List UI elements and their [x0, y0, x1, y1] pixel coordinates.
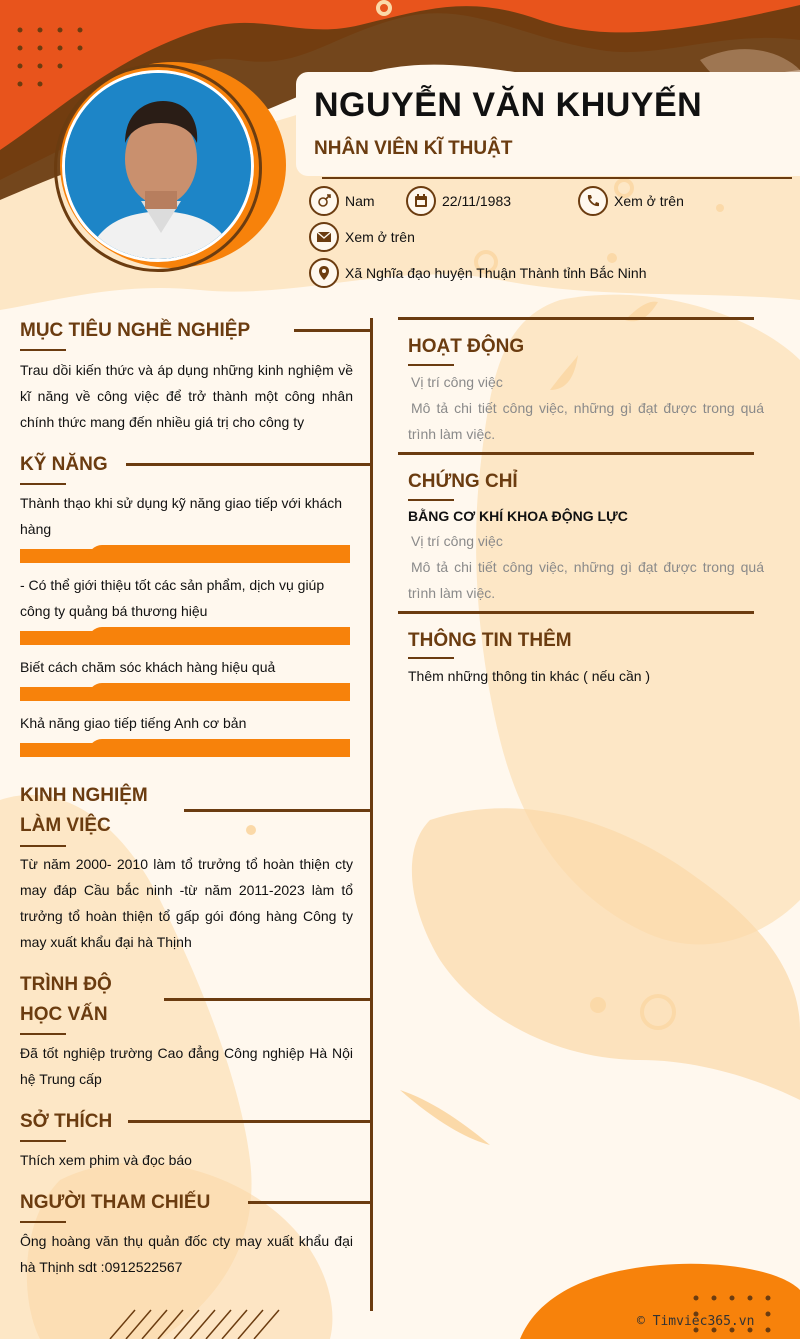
experience-title-line2: LÀM VIỆC: [20, 815, 111, 836]
skill-bar: [20, 631, 350, 645]
watermark: © Timviec365.vn: [637, 1314, 755, 1329]
activities-line: [398, 317, 754, 320]
skills-title: KỸ NĂNG: [20, 454, 108, 475]
certificates-underline: [408, 499, 454, 501]
gender-icon: [309, 186, 339, 216]
email-icon: [309, 222, 339, 252]
birthday-value: 22/11/1983: [442, 193, 512, 209]
extra-title: THÔNG TIN THÊM: [408, 630, 572, 651]
skill-bar-fill: [20, 549, 350, 563]
references-text: Ông hoàng văn thụ quản đốc cty may xuất khẩu đại hà Thịnh sdt :0912522567: [20, 1233, 353, 1275]
education-underline: [20, 1033, 66, 1035]
email-value: Xem ở trên: [345, 229, 415, 245]
contact-phone: [578, 186, 684, 216]
column-divider: [370, 318, 373, 1311]
phone-icon: [578, 186, 608, 216]
references-underline: [20, 1221, 66, 1223]
skills-underline: [20, 483, 66, 485]
calendar-icon: [406, 186, 436, 216]
job-title: NHÂN VIÊN KĨ THUẬT: [314, 138, 513, 159]
objective-underline: [20, 349, 66, 351]
hobbies-line: [128, 1120, 370, 1123]
extra-underline: [408, 657, 454, 659]
contact-gender: [309, 186, 375, 216]
phone-value: Xem ở trên: [614, 193, 684, 209]
extra-text: Thêm những thông tin khác ( nếu cần ): [408, 668, 651, 684]
experience-underline: [20, 845, 66, 847]
skill-bar-fill: [20, 631, 350, 645]
objective-title: MỤC TIÊU NGHỀ NGHIỆP: [20, 320, 251, 341]
skill-label: Khả năng giao tiếp tiếng Anh cơ bản: [20, 715, 247, 731]
hobbies-title: SỞ THÍCH: [20, 1111, 113, 1132]
skill-label: - Có thể giới thiệu tốt các sản phẩm, dịch vụ giúp công ty quảng bá thương hiệu: [20, 577, 325, 619]
certificate-description: Mô tả chi tiết công việc, những gì đạt được trong quá trình làm việc.: [408, 559, 764, 601]
extra-line: [398, 611, 754, 614]
activities-underline: [408, 364, 454, 366]
skills-line: [126, 463, 370, 466]
education-text: Đã tốt nghiệp trường Cao đẳng Công nghiệp Hà Nội hệ Trung cấp: [20, 1045, 353, 1087]
contact-address: [309, 258, 646, 288]
activities-description: Mô tả chi tiết công việc, những gì đạt được trong quá trình làm việc.: [408, 400, 764, 442]
skill-bar: [20, 549, 350, 563]
activities-position: Vị trí công việc: [411, 374, 503, 390]
location-icon: [309, 258, 339, 288]
education-line: [164, 998, 370, 1001]
hobbies-text: Thích xem phim và đọc báo: [20, 1152, 192, 1168]
contact-email: [309, 222, 415, 252]
experience-title-line1: KINH NGHIỆM: [20, 785, 148, 806]
certificates-line: [398, 452, 754, 455]
certificate-position: Vị trí công việc: [411, 533, 503, 549]
education-title-line1: TRÌNH ĐỘ: [20, 974, 112, 995]
skill-bar-fill: [20, 687, 350, 701]
skill-bar: [20, 687, 350, 701]
objective-line: [294, 329, 370, 332]
skill-label: Biết cách chăm sóc khách hàng hiệu quả: [20, 659, 276, 675]
skill-label: Thành thạo khi sử dụng kỹ năng giao tiếp với khách hàng: [20, 495, 343, 537]
skill-bar-fill: [20, 743, 350, 757]
skill-bar: [20, 743, 350, 757]
certificate-name: BẰNG CƠ KHÍ KHOA ĐỘNG LỰC: [408, 508, 628, 524]
references-line: [248, 1201, 370, 1204]
address-value: Xã Nghĩa đạo huyện Thuận Thành tỉnh Bắc Ninh: [345, 265, 647, 281]
contact-birthday: [406, 186, 511, 216]
profile-photo: [62, 70, 254, 262]
gender-value: Nam: [345, 193, 375, 209]
experience-line: [184, 809, 370, 812]
hobbies-underline: [20, 1140, 66, 1142]
objective-text: Trau dồi kiến thức và áp dụng những kinh nghiệm về kĩ năng về công việc để trở thành một công nhân chính thức mang đến nhiều giá trị cho công ty: [20, 362, 353, 430]
activities-title: HOẠT ĐỘNG: [408, 336, 525, 357]
header-divider: [322, 177, 792, 179]
education-title-line2: HỌC VẤN: [20, 1004, 108, 1025]
experience-text: Từ năm 2000- 2010 làm tổ trưởng tổ hoàn thiện cty may đáp Cầu bắc ninh -từ năm 2011-2023 làm tổ trưởng tổ hoàn thiện tổ gấp gói đóng hàng Công ty may xuất khẩu đại hà Thịnh: [20, 856, 353, 950]
references-title: NGƯỜI THAM CHIẾU: [20, 1192, 211, 1213]
candidate-name: NGUYỄN VĂN KHUYẾN: [314, 86, 703, 124]
certificates-title: CHỨNG CHỈ: [408, 471, 518, 492]
